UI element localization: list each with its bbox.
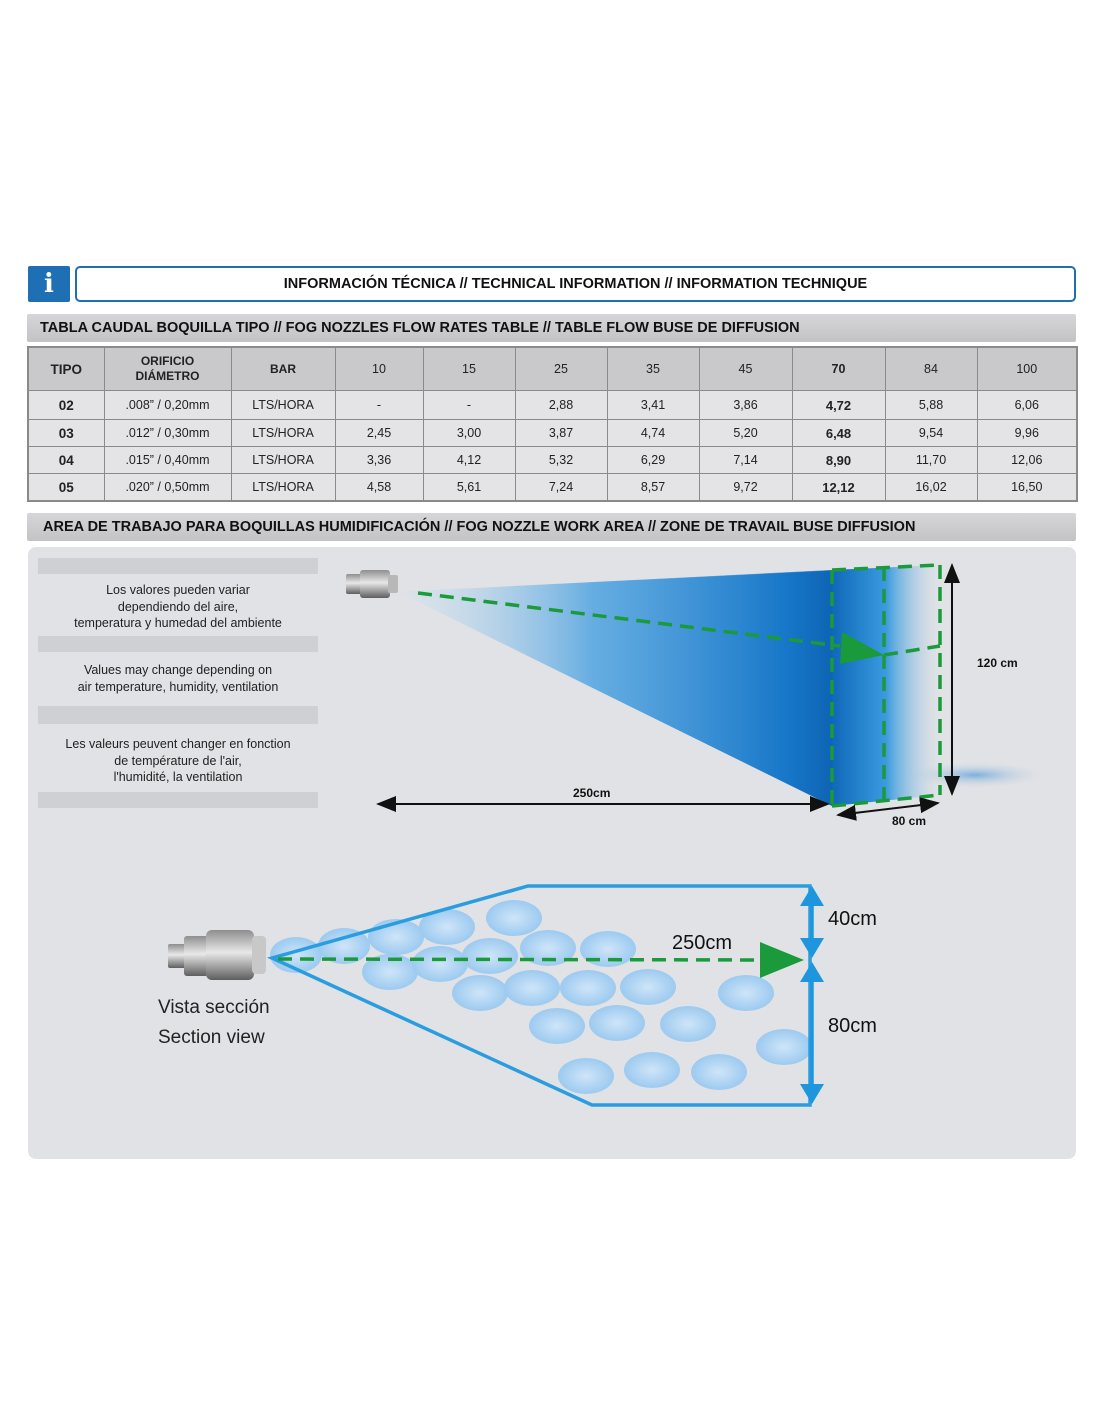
arrow-head — [760, 942, 804, 978]
droplet — [504, 970, 560, 1006]
length-label: 250cm — [573, 786, 611, 800]
nozzle-thread — [346, 574, 362, 594]
arrow-head — [800, 1084, 824, 1104]
cell-orifice: .015” / 0,40mm — [104, 447, 231, 474]
droplet — [691, 1054, 747, 1090]
cell-value: 5,88 — [885, 391, 977, 420]
cell-value: 8,57 — [607, 474, 699, 502]
header-pressure: 45 — [699, 347, 792, 391]
droplet — [756, 1029, 812, 1065]
header-pressure: 25 — [515, 347, 607, 391]
cell-value: 8,90 — [792, 447, 885, 474]
droplet — [560, 970, 616, 1006]
cell-tipo: 03 — [28, 420, 104, 447]
nozzle-thread — [168, 944, 186, 968]
note-line: l'humidité, la ventilation — [113, 770, 243, 784]
cell-value: 3,86 — [699, 391, 792, 420]
cell-unit: LTS/HORA — [231, 447, 335, 474]
section-length-label: 250cm — [672, 932, 733, 954]
spray-volume — [398, 570, 832, 806]
cell-value: 11,70 — [885, 447, 977, 474]
droplet — [620, 969, 676, 1005]
note-line: dependiendo del aire, — [117, 599, 239, 614]
cell-value: 2,88 — [515, 391, 607, 420]
cell-orifice: .008” / 0,20mm — [104, 391, 231, 420]
cell-value: 5,32 — [515, 447, 607, 474]
section-dimension-arrows — [800, 886, 824, 1104]
droplet — [580, 931, 636, 967]
section-axis — [278, 959, 766, 960]
header-pressure: 70 — [792, 347, 885, 391]
cell-value: 5,61 — [423, 474, 515, 502]
nozzle-icon — [346, 570, 398, 598]
cell-tipo: 02 — [28, 391, 104, 420]
arrow-head — [800, 938, 824, 958]
droplet — [462, 938, 518, 974]
cell-value: 3,87 — [515, 420, 607, 447]
note-line: de température de l'air, — [114, 753, 242, 768]
cell-orifice: .012” / 0,30mm — [104, 420, 231, 447]
nozzle-body — [360, 570, 390, 598]
header-bar: BAR — [231, 347, 335, 391]
cell-value: - — [335, 391, 423, 420]
droplet — [558, 1058, 614, 1094]
cell-value: 9,96 — [977, 420, 1077, 447]
nozzle-tip — [252, 936, 266, 974]
cell-tipo: 05 — [28, 474, 104, 502]
droplet — [624, 1052, 680, 1088]
nozzle-icon — [168, 930, 266, 980]
cell-orifice: .020” / 0,50mm — [104, 474, 231, 502]
work-area-title: AREA DE TRABAJO PARA BOQUILLAS HUMIDIFICACIÓN // FOG NOZZLE WORK AREA // ZONE DE TRAVAIL BUSE DIFFUSION — [27, 513, 1076, 541]
cell-unit: LTS/HORA — [231, 474, 335, 502]
header-tipo: TIPO — [28, 347, 104, 391]
width-label: 80 cm — [892, 814, 927, 828]
cell-value: 6,29 — [607, 447, 699, 474]
cell-value: 7,24 — [515, 474, 607, 502]
section-view-label-es: Vista sección — [158, 997, 270, 1018]
header-pressure: 35 — [607, 347, 699, 391]
nozzle-body — [184, 936, 208, 976]
page-title: INFORMACIÓN TÉCNICA // TECHNICAL INFORMATION // INFORMATION TECHNIQUE — [75, 266, 1076, 302]
cell-value: 4,74 — [607, 420, 699, 447]
height-label: 120 cm — [977, 656, 1018, 670]
cell-value: 3,00 — [423, 420, 515, 447]
note-line: air temperature, humidity, ventilation — [77, 679, 279, 694]
cell-value: 12,06 — [977, 447, 1077, 474]
droplet — [718, 975, 774, 1011]
cell-unit: LTS/HORA — [231, 391, 335, 420]
cell-value: 2,45 — [335, 420, 423, 447]
header-pressure: 15 — [423, 347, 515, 391]
cell-value: 9,54 — [885, 420, 977, 447]
nozzle-body — [206, 930, 254, 980]
cell-value: 6,06 — [977, 391, 1077, 420]
cell-value: 3,36 — [335, 447, 423, 474]
cell-unit: LTS/HORA — [231, 420, 335, 447]
cell-value: 4,72 — [792, 391, 885, 420]
note-line: temperatura y humedad del ambiente — [74, 616, 282, 630]
cell-value: 16,50 — [977, 474, 1077, 502]
droplet — [529, 1008, 585, 1044]
section-view-label — [158, 993, 270, 1053]
section-view-label-en: Section view — [158, 1027, 265, 1048]
section-upper-label: 40cm — [828, 908, 877, 930]
header-pressure: 84 — [885, 347, 977, 391]
arrow-head — [800, 962, 824, 982]
cell-value: 4,12 — [423, 447, 515, 474]
header-pressure: 10 — [335, 347, 423, 391]
header-orifice-line2: DIÁMETRO — [135, 369, 200, 383]
section-lower-label: 80cm — [828, 1015, 877, 1037]
arrow-head — [800, 886, 824, 906]
note-line: Les valeurs peuvent changer en fonction — [65, 737, 291, 751]
cell-value: 5,20 — [699, 420, 792, 447]
header-orifice-line1: ORIFICIO — [140, 354, 195, 368]
table-section-title: TABLA CAUDAL BOQUILLA TIPO // FOG NOZZLES FLOW RATES TABLE // TABLE FLOW BUSE DE DIFFUSION — [27, 314, 1076, 342]
nozzle-tip — [388, 575, 398, 593]
droplet — [589, 1005, 645, 1041]
info-icon: i — [28, 266, 70, 302]
droplets — [270, 900, 812, 1094]
cell-value: 4,58 — [335, 474, 423, 502]
droplet — [412, 946, 468, 982]
cell-value: 6,48 — [792, 420, 885, 447]
cell-value: 9,72 — [699, 474, 792, 502]
droplet — [660, 1006, 716, 1042]
droplet — [452, 975, 508, 1011]
header-pressure: 100 — [977, 347, 1077, 391]
note-line: Values may change depending on — [83, 663, 273, 677]
cell-value: 3,41 — [607, 391, 699, 420]
cell-value: 16,02 — [885, 474, 977, 502]
droplet — [486, 900, 542, 936]
cell-value: 7,14 — [699, 447, 792, 474]
cell-tipo: 04 — [28, 447, 104, 474]
spray-end-face — [832, 565, 940, 806]
note-line: Los valores pueden variar — [106, 583, 250, 597]
cell-value: - — [423, 391, 515, 420]
cell-value: 12,12 — [792, 474, 885, 502]
